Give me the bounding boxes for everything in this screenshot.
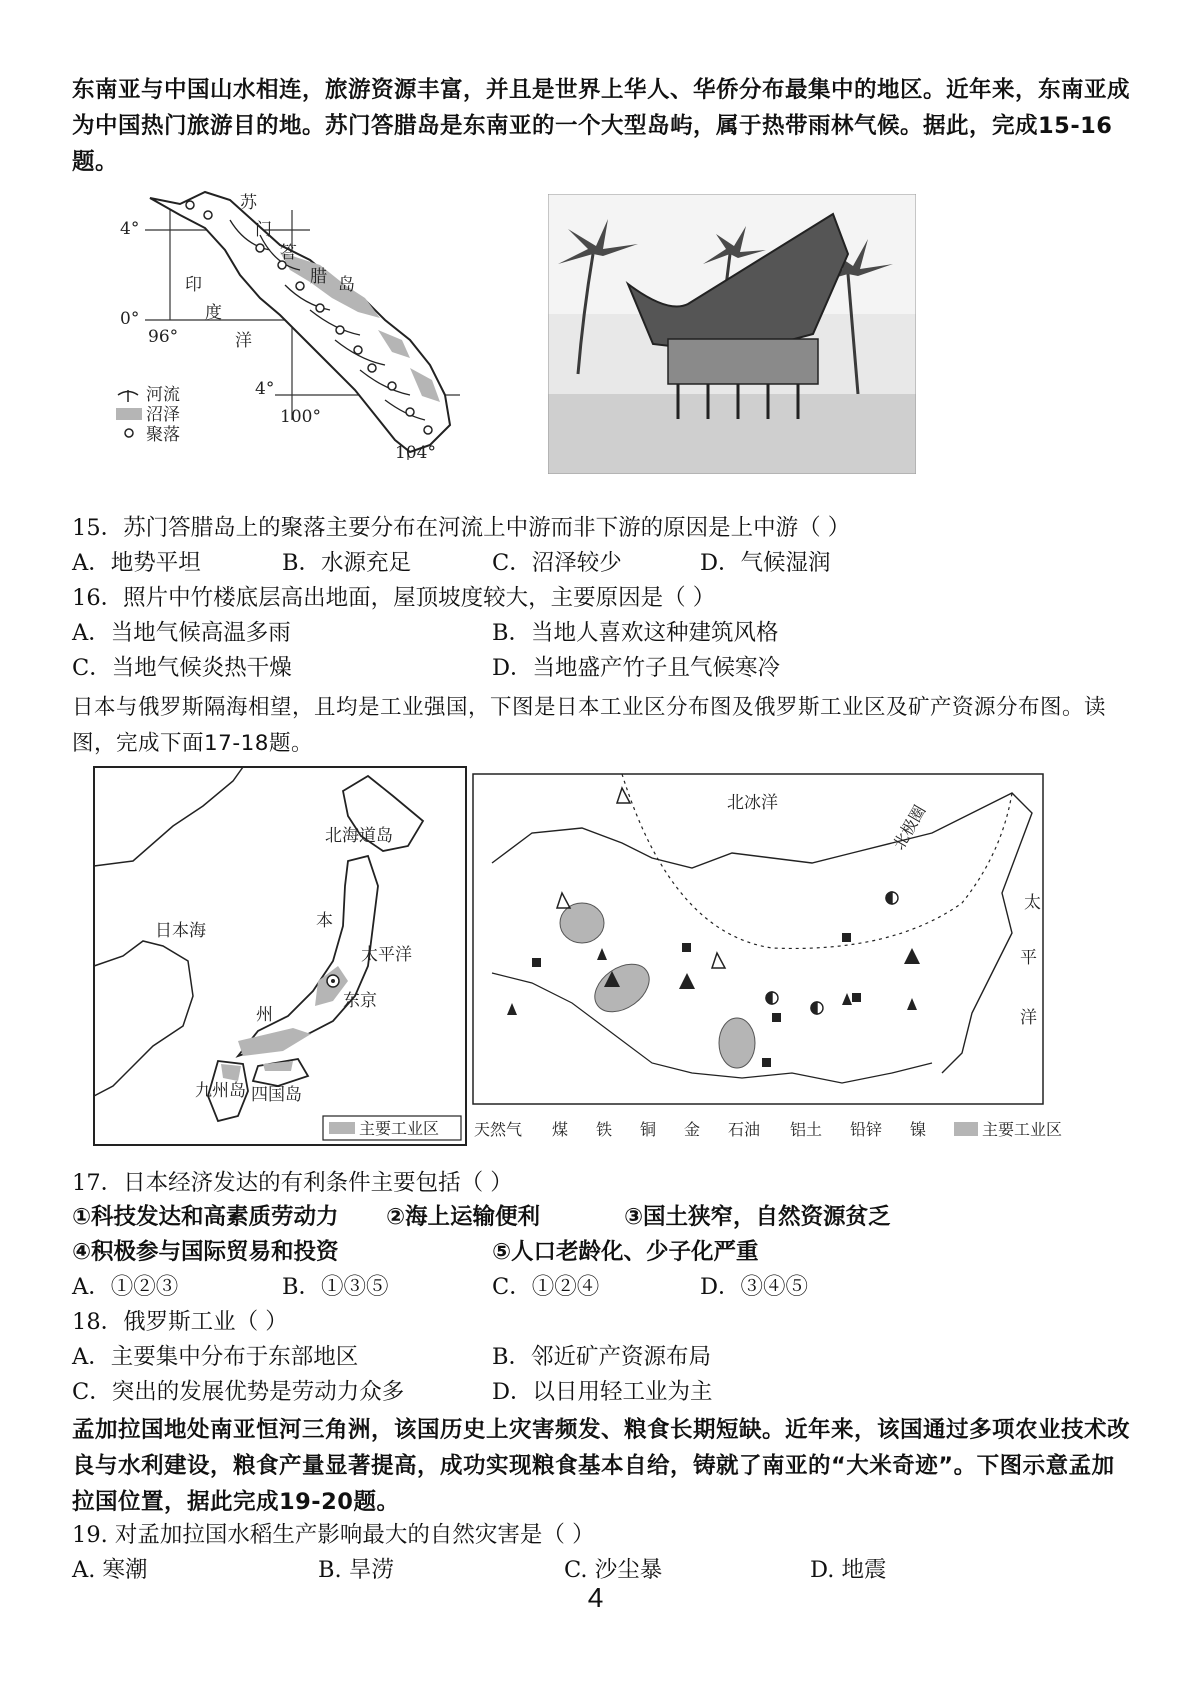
q15-option-a[interactable]: A．地势平坦	[72, 550, 201, 576]
lon-label-100: 100°	[280, 407, 321, 427]
legend-industrial-swatch	[329, 1122, 355, 1134]
q19-stem: 19. 对孟加拉国水稻生产影响最大的自然灾害是（ ）	[72, 1522, 595, 1548]
q15-option-d[interactable]: D．气候湿润	[700, 550, 831, 576]
lon-label-96: 96°	[148, 327, 179, 347]
lat-label-4n: 4°	[120, 219, 140, 239]
q18-stem: 18．俄罗斯工业（ ）	[72, 1309, 288, 1335]
coal-icon	[852, 993, 861, 1002]
q18-option-a[interactable]: A．主要集中分布于东部地区	[72, 1344, 359, 1370]
q17-option-b[interactable]: B．①③⑤	[282, 1274, 389, 1300]
island-char-5: 岛	[338, 275, 355, 295]
q16-option-c[interactable]: C．当地气候炎热干燥	[72, 655, 292, 681]
q17-item-1: ①科技发达和高素质劳动力	[72, 1204, 339, 1230]
q16-stem: 16．照片中竹楼底层高出地面，屋顶坡度较大，主要原因是（ ）	[72, 585, 716, 611]
label-pacific-2: 平	[1020, 948, 1037, 968]
legend-coal: 煤	[552, 1120, 569, 1139]
page-number: 4	[587, 1582, 604, 1613]
label-honshu-1: 本	[316, 911, 333, 931]
legend-oil: 石油	[728, 1120, 761, 1139]
label-pacific-1: 太	[1024, 893, 1041, 913]
legend-iron: 铁	[596, 1120, 613, 1139]
q15-option-c[interactable]: C．沼泽较少	[492, 550, 622, 576]
q17-item-2: ②海上运输便利	[386, 1204, 541, 1230]
ocean-char-3: 洋	[235, 331, 252, 351]
sumatra-map	[110, 190, 470, 470]
label-kyushu: 九州岛	[195, 1081, 246, 1101]
q19-option-c[interactable]: C. 沙尘暴	[564, 1557, 663, 1583]
island-char-2: 门	[255, 220, 272, 240]
legend-gas: 天然气	[474, 1120, 523, 1139]
ocean-char-2: 度	[205, 303, 222, 323]
swamp-swatch	[116, 408, 142, 420]
coal-icon	[532, 958, 541, 967]
q16-option-a[interactable]: A．当地气候高温多雨	[72, 620, 291, 646]
q17-stem: 17．日本经济发达的有利条件主要包括（ ）	[72, 1170, 513, 1196]
label-pacific-3: 洋	[1020, 1008, 1037, 1028]
legend-industrial: 主要工业区	[982, 1120, 1063, 1139]
q17-item-4: ④积极参与国际贸易和投资	[72, 1239, 339, 1265]
coal-icon	[682, 943, 691, 952]
q15-stem: 15．苏门答腊岛上的聚落主要分布在河流上中游而非下游的原因是上中游（ ）	[72, 515, 851, 541]
q16-option-b[interactable]: B．当地人喜欢这种建筑风格	[492, 620, 779, 646]
q17-option-c[interactable]: C．①②④	[492, 1274, 600, 1300]
legend-nickel: 镍	[910, 1120, 927, 1139]
legend-bauxite: 铝土	[790, 1120, 823, 1139]
island-char-3: 答	[280, 243, 297, 263]
stilt-house-photo	[548, 194, 916, 474]
label-pacific: 太平洋	[361, 945, 412, 965]
q17-option-a[interactable]: A．①②③	[72, 1274, 179, 1300]
label-hokkaido: 北海道岛	[325, 826, 393, 846]
label-arctic-circle: 北极圈	[889, 801, 930, 853]
legend-copper: 铜	[640, 1120, 657, 1139]
q17-item-3: ③国土狭窄，自然资源贫乏	[624, 1204, 891, 1230]
russia-map	[472, 773, 1064, 1145]
coal-icon	[762, 1058, 771, 1067]
settlement-circle-icon	[125, 429, 133, 437]
label-honshu-2: 州	[256, 1005, 273, 1025]
q15-option-b[interactable]: B．水源充足	[282, 550, 412, 576]
island-char-4: 腊	[310, 267, 327, 287]
japan-legend-label: 主要工业区	[359, 1119, 440, 1138]
lat-label-4s: 4°	[255, 379, 275, 399]
intro-paragraph-3: 孟加拉国地处南亚恒河三角洲，该国历史上灾害频发、粮食长期短缺。近年来，该国通过多项农业技术改良与水利建设，粮食产量显著提高，成功实现粮食基本自给，铸就了南亚的“大米奇迹”。下图示意孟加拉国位置，据此完成19-20题。	[72, 1417, 1131, 1515]
q19-option-a[interactable]: A. 寒潮	[72, 1557, 148, 1583]
q16-option-d[interactable]: D．当地盛产竹子且气候寒冷	[492, 655, 781, 681]
river-icon	[118, 390, 138, 402]
legend-swamp: 沼泽	[146, 405, 180, 425]
intro-paragraph-1: 东南亚与中国山水相连，旅游资源丰富，并且是世界上华人、华侨分布最集中的地区。近年来，东南亚成为中国热门旅游目的地。苏门答腊岛是东南亚的一个大型岛屿，属于热带雨林气候。据此，完成15-16题。	[72, 77, 1131, 175]
label-arctic-ocean: 北冰洋	[727, 793, 778, 813]
japan-map	[93, 766, 467, 1146]
label-shikoku: 四国岛	[251, 1085, 302, 1105]
q17-item-5: ⑤人口老龄化、少子化严重	[492, 1239, 759, 1265]
q18-option-b[interactable]: B．邻近矿产资源布局	[492, 1344, 712, 1370]
q19-option-b[interactable]: B. 旱涝	[318, 1557, 394, 1583]
q18-option-c[interactable]: C．突出的发展优势是劳动力众多	[72, 1379, 405, 1405]
coal-icon	[842, 933, 851, 942]
legend-lead-zinc: 铅锌	[850, 1120, 883, 1139]
legend-settlement: 聚落	[146, 425, 180, 445]
coal-icon	[772, 1013, 781, 1022]
intro-paragraph-2: 日本与俄罗斯隔海相望，且均是工业强国，下图是日本工业区分布图及俄罗斯工业区及矿产资源分布图。读图，完成下面17-18题。	[72, 695, 1107, 756]
ocean-char-1: 印	[185, 275, 202, 295]
lat-label-0: 0°	[120, 309, 140, 329]
island-char-1: 苏	[240, 193, 257, 213]
legend-industrial-swatch	[954, 1122, 978, 1136]
label-sea-of-japan: 日本海	[155, 921, 206, 941]
q17-option-d[interactable]: D．③④⑤	[700, 1274, 809, 1300]
legend-gold: 金	[684, 1120, 701, 1139]
q19-option-d[interactable]: D. 地震	[810, 1557, 887, 1583]
label-tokyo: 东京	[343, 991, 377, 1011]
lon-label-104: 104°	[395, 443, 436, 463]
legend-river: 河流	[146, 385, 180, 405]
q18-option-d[interactable]: D．以日用轻工业为主	[492, 1379, 713, 1405]
